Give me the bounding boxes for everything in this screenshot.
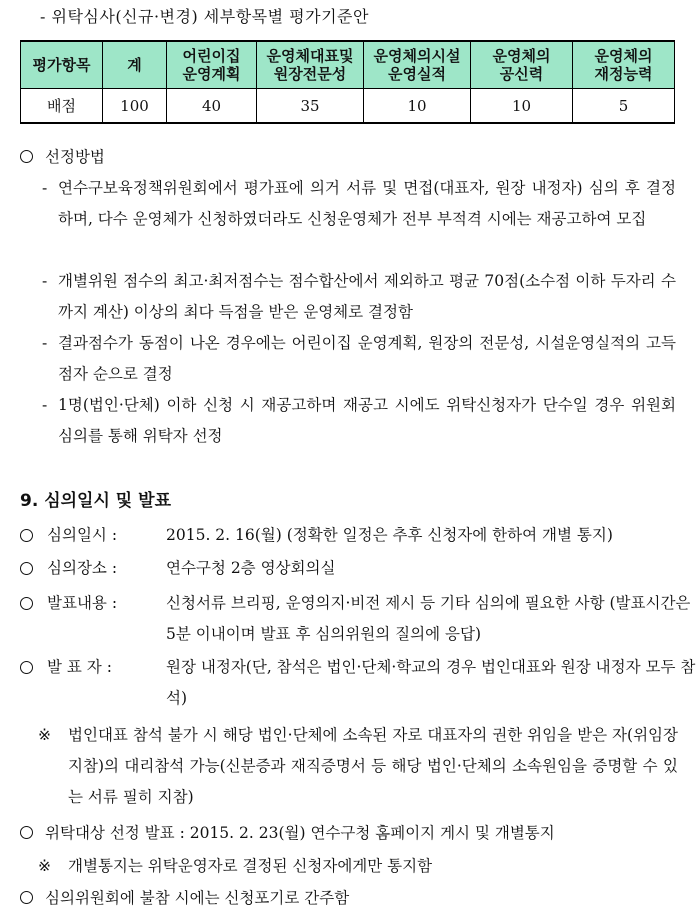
circle-bullet-icon xyxy=(20,597,33,610)
list-item xyxy=(42,390,678,452)
table-cell: 배점 xyxy=(21,89,103,124)
circle-bullet-icon xyxy=(20,529,33,542)
circle-bullet-icon xyxy=(20,661,33,674)
absence-rule-row: 심의위원회에 불참 시에는 신청포기로 간주함 xyxy=(20,883,349,914)
table-header-row xyxy=(21,41,675,89)
table-cell: 35 xyxy=(257,89,364,124)
list-item xyxy=(42,173,678,266)
section-title: 9. 심의일시 및 발표 xyxy=(20,491,171,511)
list-item xyxy=(42,266,678,328)
table-header-cell: 운영체의시설 운영실적 xyxy=(364,41,471,89)
table-header-cell: 계 xyxy=(103,41,167,89)
announcement-row: 위탁대상 선정 발표 : 2015. 2. 23(월) 연수구청 홈페이지 게시 및 개별통지 xyxy=(20,818,555,849)
table-header-cell: 운영체의 재정능력 xyxy=(573,41,675,89)
circle-bullet-icon xyxy=(20,150,33,163)
circle-bullet-icon xyxy=(20,562,33,575)
table-header-cell: 어린이집 운영계획 xyxy=(167,41,257,89)
individual-notice-note: ※ 개별통지는 위탁운영자로 결정된 신청자에게만 통지함 xyxy=(38,851,678,882)
presenter-row: 발 표 자 : 원장 내정자(단, 참석은 법인·단체·학교의 경우 법인대표와 원장 내정자 모두 참석) xyxy=(20,652,680,714)
note-mark: ※ xyxy=(38,857,51,875)
list-item-text: 결과점수가 동점이 나온 경우에는 어린이집 운영계획, 원장의 전문성, 시설운영실적의 고득점자 순으로 결정 xyxy=(58,334,676,383)
selection-method-heading: 선정방법 xyxy=(20,145,105,167)
dash-bullet: - xyxy=(42,179,48,197)
dash-bullet: - xyxy=(42,272,48,290)
dash-bullet: - xyxy=(42,334,48,352)
note-mark: ※ xyxy=(38,726,51,744)
evaluation-score-table xyxy=(20,40,675,124)
table-row xyxy=(21,89,675,124)
list-item-text: 1명(법인·단체) 이하 신청 시 재공고하며 재공고 시에도 위탁신청자가 단수일 경우 위원회 심의를 통해 위탁자 선정 xyxy=(58,396,676,445)
proxy-attendance-note: ※ 법인대표 참석 불가 시 해당 법인·단체에 소속된 자로 대표자의 권한 위임을 받은 자(위임장 지참)의 대리참석 가능(신분증과 재직증명서 등 해당 법인·단체의 소속원임을 증명할 수 있는 서류 필히 지참) xyxy=(38,720,678,813)
table-cell: 10 xyxy=(471,89,573,124)
dash-bullet: - xyxy=(42,396,48,414)
table-header-cell: 운영체의 공신력 xyxy=(471,41,573,89)
list-item-text: 개별위원 점수의 최고·최저점수는 점수합산에서 제외하고 평균 70점(소수점 이하 두자리 수까지 계산) 이상의 최다 득점을 받은 운영체로 결정함 xyxy=(58,272,676,321)
review-date-row: 심의일시 : 2015. 2. 16(월) (정확한 일정은 추후 신청자에 한하여 개별 통지) xyxy=(20,520,680,551)
circle-bullet-icon xyxy=(20,826,33,839)
presentation-content-row: 발표내용 : 신청서류 브리핑, 운영의지·비전 제시 등 기타 심의에 필요한 사항 (발표시간은 5분 이내이며 발표 후 심의위원의 질의에 응답) xyxy=(20,588,680,650)
table-header-cell: 평가항목 xyxy=(21,41,103,89)
list-item-text: 연수구보육정책위원회에서 평가표에 의거 서류 및 면접(대표자, 원장 내정자) 심의 후 결정하며, 다수 운영체가 신청하였더라도 신청운영체가 전부 부적격 시에는 재공고하여 모집 xyxy=(58,179,676,228)
evaluation-criteria-subtitle: - 위탁심사(신규·변경) 세부항목별 평가기준안 xyxy=(40,7,369,26)
table-cell: 5 xyxy=(573,89,675,124)
circle-bullet-icon xyxy=(20,891,33,904)
table-cell: 100 xyxy=(103,89,167,124)
table-cell: 40 xyxy=(167,89,257,124)
review-place-row: 심의장소 : 연수구청 2층 영상회의실 xyxy=(20,553,680,584)
table-cell: 10 xyxy=(364,89,471,124)
table-header-cell: 운영체대표및 원장전문성 xyxy=(257,41,364,89)
list-item xyxy=(42,328,678,390)
